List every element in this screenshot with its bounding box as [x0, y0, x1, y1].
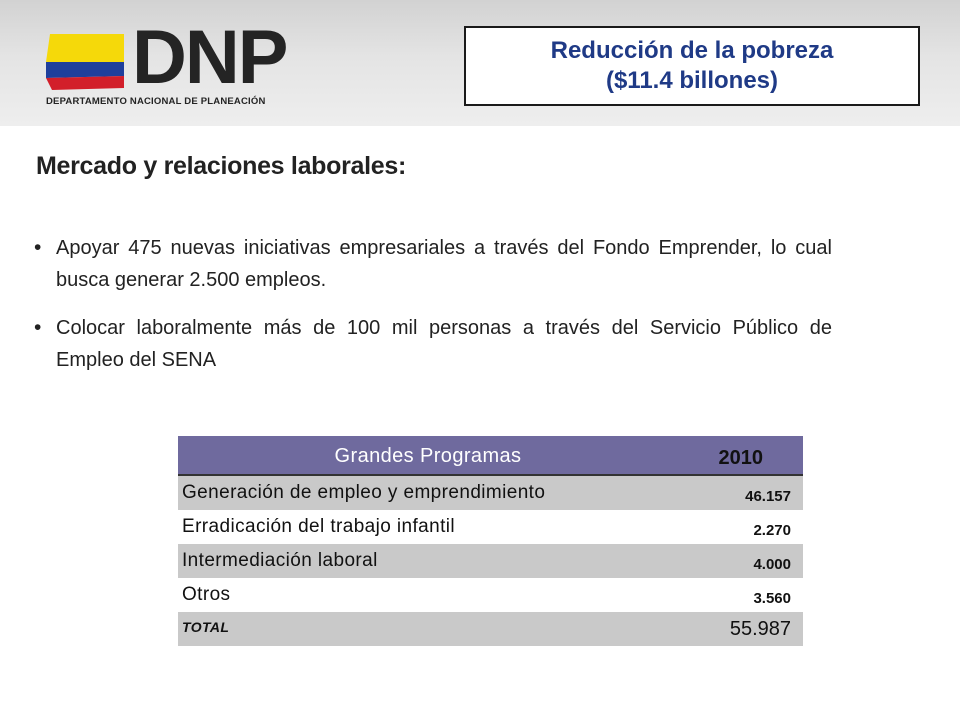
programs-table [178, 436, 803, 644]
program-name: Erradicación del trabajo infantil [182, 516, 456, 537]
colombia-flag-icon [46, 30, 124, 92]
table-row [178, 544, 803, 578]
table-header-year: 2010 [718, 447, 763, 469]
bullet-icon: • [34, 236, 42, 259]
logo-subtitle: DEPARTAMENTO NACIONAL DE PLANEACIÓN [46, 96, 266, 107]
table-header-row [178, 436, 803, 476]
program-value: 4.000 [753, 556, 791, 573]
total-label: TOTAL [182, 619, 230, 635]
program-value: 3.560 [753, 590, 791, 607]
program-value: 46.157 [745, 488, 791, 505]
slide-title-box [464, 26, 920, 106]
logo-text: DNP [132, 15, 287, 100]
table-row [178, 476, 803, 510]
list-item [34, 312, 832, 376]
program-name: Intermediación laboral [182, 550, 378, 571]
bullet-list [34, 232, 832, 392]
program-name: Otros [182, 584, 231, 605]
bullet-text: Apoyar 475 nuevas iniciativas empresariales a través del Fondo Emprender, lo cual busca generar 2.500 empleos. [56, 237, 832, 291]
slide-title: Reducción de la pobreza [550, 37, 834, 64]
header-bar [0, 0, 960, 126]
total-value: 55.987 [729, 618, 791, 640]
table-row [178, 510, 803, 544]
table-row [178, 578, 803, 612]
section-heading: Mercado y relaciones laborales: [36, 152, 407, 180]
program-name: Generación de empleo y emprendimiento [182, 482, 546, 503]
dnp-logo [46, 15, 296, 108]
table-header-programs: Grandes Programas [334, 445, 522, 467]
bullet-icon: • [34, 316, 42, 339]
slide-subtitle-amount: ($11.4 billones) [605, 67, 779, 94]
program-value: 2.270 [753, 522, 791, 539]
bullet-text: Colocar laboralmente más de 100 mil personas a través del Servicio Público de Empleo del SENA [56, 317, 832, 371]
list-item [34, 232, 832, 296]
table-total-row [178, 612, 803, 646]
